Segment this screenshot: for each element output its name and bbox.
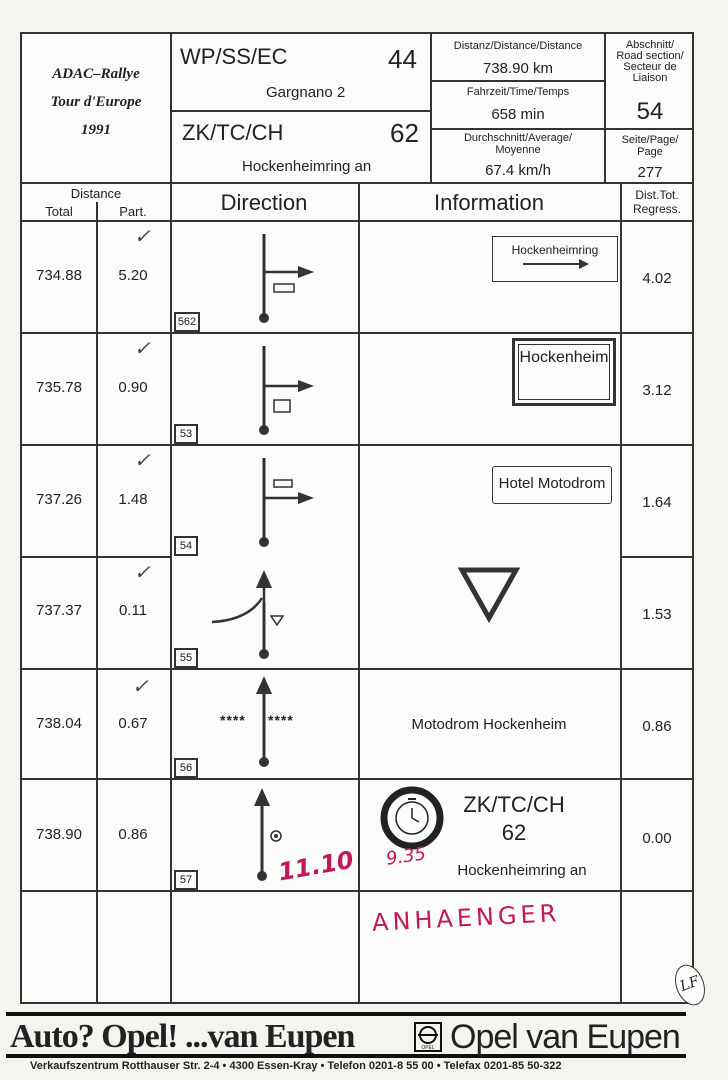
time-control-clock-icon bbox=[378, 786, 446, 850]
divider bbox=[430, 80, 604, 82]
divider bbox=[22, 890, 694, 892]
tc-label: ZK/TC/CH bbox=[463, 792, 565, 817]
tc-number: 62 bbox=[501, 820, 527, 845]
signature-initials: LF bbox=[670, 960, 711, 1009]
check-mark: ✓ bbox=[134, 224, 151, 248]
row-total: 734.88 bbox=[36, 267, 82, 284]
wp-place: Gargnano 2 bbox=[266, 84, 346, 101]
zk-number: 62 bbox=[390, 118, 419, 148]
section-value: 54 bbox=[636, 98, 664, 125]
ref-box: 562 bbox=[174, 312, 200, 332]
section-label: Abschnitt/ Road section/ Secteur de Liaison bbox=[616, 39, 684, 84]
divider bbox=[358, 182, 360, 1002]
tulip-diagram-right-turn bbox=[170, 334, 358, 444]
wp-number: 44 bbox=[388, 44, 417, 74]
tulip-diagram-crossing bbox=[170, 670, 358, 778]
row-regress: 1.64 bbox=[642, 494, 672, 511]
divider bbox=[22, 778, 694, 780]
ref-box: 56 bbox=[174, 758, 198, 778]
row-regress: 4.02 bbox=[642, 270, 672, 287]
wp-label: WP/SS/EC bbox=[180, 44, 288, 69]
sign-hotel-motodrom: Hotel Motodrom bbox=[492, 466, 612, 504]
tc-place: Hockenheimring an bbox=[457, 862, 587, 879]
rally-year: 1991 bbox=[81, 122, 111, 138]
row-partial: 0.11 bbox=[118, 602, 148, 619]
row-partial: 5.20 bbox=[118, 267, 148, 284]
row-regress: 0.86 bbox=[642, 718, 672, 735]
check-mark: ✓ bbox=[134, 336, 151, 360]
handwritten-note: ANHAENGER bbox=[371, 899, 561, 937]
footer-address: Verkaufszentrum Rotthauser Str. 2-4 • 4300 Essen-Kray • Telefon 0201-8 55 00 • Telefax 0201-85 50-322 bbox=[30, 1060, 562, 1072]
tulip-diagram-right-turn bbox=[170, 446, 358, 556]
divider bbox=[430, 128, 604, 130]
zk-label: ZK/TC/CH bbox=[182, 120, 284, 145]
divider bbox=[22, 668, 694, 670]
sign-text: Hockenheim bbox=[518, 344, 610, 400]
handwritten-minutes: 9.35 bbox=[384, 843, 428, 870]
average-value: 67.4 km/h bbox=[485, 162, 551, 179]
tulip-diagram-merge bbox=[170, 558, 358, 668]
col-distance: Distance bbox=[70, 186, 122, 201]
time-value: 658 min bbox=[491, 106, 545, 123]
divider bbox=[170, 110, 430, 112]
ref-box: 54 bbox=[174, 536, 198, 556]
divider bbox=[604, 128, 694, 130]
rally-title-line2: Tour d'Europe bbox=[50, 94, 142, 110]
sign-hockenheimring bbox=[492, 236, 618, 282]
rally-title-line1: ADAC–Rallye bbox=[52, 66, 140, 82]
check-mark: ✓ bbox=[132, 674, 149, 698]
row-total: 737.26 bbox=[36, 491, 82, 508]
col-information: Information bbox=[433, 190, 545, 215]
tulip-diagram-right-turn bbox=[170, 222, 358, 332]
page-label: Seite/Page/ Page bbox=[621, 134, 679, 158]
sign-text: Hockenheimring bbox=[511, 243, 599, 257]
divider bbox=[620, 556, 694, 558]
divider bbox=[22, 444, 694, 446]
row-regress: 1.53 bbox=[642, 606, 672, 623]
crossing-marks-right: **** bbox=[268, 712, 294, 728]
divider bbox=[170, 34, 172, 184]
zk-place: Hockenheimring an bbox=[242, 158, 372, 175]
col-dist-tot: Dist.Tot. Regress. bbox=[632, 188, 682, 216]
handwritten-time: 11.10 bbox=[276, 845, 356, 887]
check-mark: ✓ bbox=[134, 560, 151, 584]
sign-arrow-icon bbox=[515, 257, 595, 271]
divider bbox=[22, 332, 694, 334]
col-direction: Direction bbox=[220, 190, 308, 215]
row-total: 737.37 bbox=[36, 602, 82, 619]
crossing-marks-left: **** bbox=[220, 712, 246, 728]
row-partial: 0.67 bbox=[118, 715, 148, 732]
info-motodrom-hockenheim: Motodrom Hockenheim bbox=[411, 716, 567, 733]
ref-box: 55 bbox=[174, 648, 198, 668]
time-label: Fahrzeit/Time/Temps bbox=[466, 86, 570, 98]
row-regress: 3.12 bbox=[642, 382, 672, 399]
opel-logo-text: OPEL bbox=[421, 1045, 435, 1051]
ref-box: 53 bbox=[174, 424, 198, 444]
col-total: Total bbox=[45, 204, 73, 219]
footer-brand: Opel van Eupen bbox=[450, 1018, 680, 1056]
distance-value: 738.90 km bbox=[482, 60, 554, 77]
col-partial: Part. bbox=[119, 204, 147, 219]
row-total: 738.90 bbox=[36, 826, 82, 843]
check-mark: ✓ bbox=[134, 448, 151, 472]
roadbook-sheet bbox=[20, 32, 702, 1004]
yield-sign-icon bbox=[456, 564, 522, 624]
opel-logo-icon bbox=[414, 1022, 442, 1052]
row-partial: 0.90 bbox=[118, 379, 148, 396]
row-regress: 0.00 bbox=[642, 830, 672, 847]
divider bbox=[22, 556, 170, 558]
footer-slogan: Auto? Opel! ...van Eupen bbox=[10, 1018, 355, 1055]
row-partial: 0.86 bbox=[118, 826, 148, 843]
distance-label: Distanz/Distance/Distance bbox=[453, 40, 583, 52]
row-total: 735.78 bbox=[36, 379, 82, 396]
ref-box: 57 bbox=[174, 870, 198, 890]
average-label: Durchschnitt/Average/ Moyenne bbox=[463, 132, 573, 156]
advertisement-footer bbox=[6, 1012, 686, 1074]
row-partial: 1.48 bbox=[118, 491, 148, 508]
divider bbox=[170, 978, 172, 1002]
page-value: 277 bbox=[637, 164, 663, 181]
footer-banner bbox=[6, 1012, 686, 1058]
divider bbox=[620, 182, 622, 1002]
sign-hockenheim bbox=[512, 338, 616, 406]
row-total: 738.04 bbox=[36, 715, 82, 732]
